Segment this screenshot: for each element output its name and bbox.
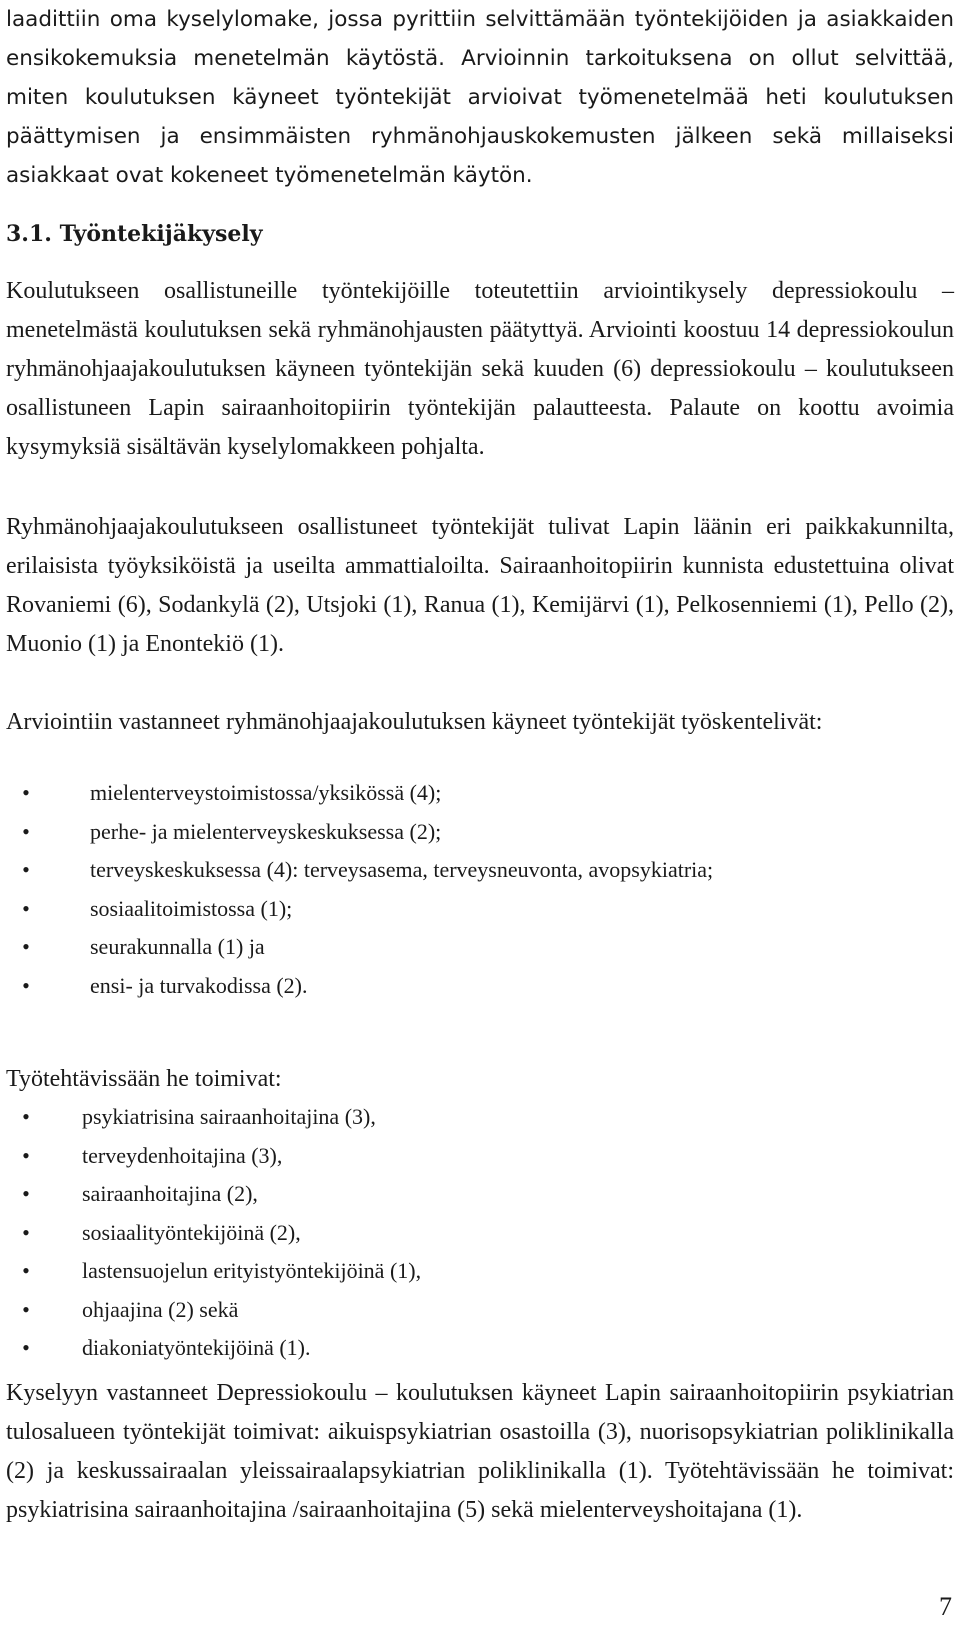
paragraph-participants: Ryhmänohjaajakoulutukseen osallistuneet työntekijät tulivat Lapin läänin eri paikkakunnilta, erilaisista työyksiköistä ja useilta ammattialoilta. Sairaanhoitopiirin kunnista edustettuina olivat Rovaniemi (6), Sodankylä (2), Utsjoki (1), Ranua (1), Kemijärvi (1), Pelkosenniemi (1), Pello (2), Muonio (1) ja Enontekiö (1). <box>6 514 954 657</box>
intro-paragraph: laadittiin oma kyselylomake, jossa pyrittiin selvittämään työntekijöiden ja asiakkaiden ensikokemuksia menetelmän käytöstä. Arvioinnin tarkoituksena on ollut selvittää, miten koulutuksen käyneet työntekijät arvioivat työmenetelmää heti koulutuksen päättymisen ja ensimmäisten ryhmänohjauskokemusten jälkeen sekä millaiseksi asiakkaat ovat kokeneet työmenetelmän käytön. <box>6 7 954 188</box>
bullet-icon: • <box>22 857 30 882</box>
paragraph-workplaces-intro: Arviointiin vastanneet ryhmänohjaajakoulutuksen käyneet työntekijät työskentelivät: <box>6 709 823 735</box>
bullet-icon: • <box>22 1142 30 1168</box>
bullet-icon: • <box>22 1219 30 1245</box>
document-page: laadittiin oma kyselylomake, jossa pyrittiin selvittämään työntekijöiden ja asiakkaiden ensikokemuksia menetelmän käytöstä. Arvioinnin tarkoituksena on ollut selvittää, miten koulutuksen käyneet työntekijät arvioivat työmenetelmää heti koulutuksen päättymisen ja ensimmäisten ryhmänohjauskokemusten jälkeen sekä millaiseksi asiakkaat ovat kokeneet työmenetelmän käytön. 3.1. Työntekijäkysely Koulutukseen osallistuneille työntekijöille toteutettiin arviointikysely depressiokoulu – menetelmästä koulutuksen sekä ryhmänohjausten päätyttyä. Arviointi koostuu 14 depressiokoulun ryhmänohjaajakoulutuksen käyneen työntekijän sekä kuuden (6) depressiokoulu – koulutukseen osallistuneen Lapin sairaanhoitopiirin työntekijän palautteesta. Palaute on koottu avoimia kysymyksiä sisältävän kyselylomakkeen pohjalta. Ryhmänohjaajakoulutukseen osallistuneet työntekijät tulivat Lapin läänin eri paikkakunnilta, erilaisista työyksiköistä ja useilta ammattialoilta. Sairaanhoitopiirin kunnista edustettuina olivat Rovaniemi (6), Sodankylä (2), Utsjoki (1), Ranua (1), Kemijärvi (1), Pelkosenniemi (1), Pello (2), Muonio (1) ja Enontekiö (1). Arviointiin vastanneet ryhmänohjaajakoulutuksen käyneet työntekijät työskentelivät: • mielenterveystoimistossa/yksikössä (4); • perhe- ja mielenterveyskeskuksessa (2); • terveyskeskuksessa (4): terveysasema, terveysneuvonta, avopsykiatria; • sosiaalitoimistossa (1); • seurakunnalla (1) ja • ensi- ja turvakodissa (2). Työtehtävissään he toimivat: • psykiatrisina sairaanhoitajina (3), • terveydenhoitajina (3), • sairaanhoitajina (2), • sosiaalityöntekijöinä (2), • lastensuojelun erityistyöntekijöinä (1), • ohjaajina (2) sekä • diakoniatyöntekijöinä (1). Kyselyyn vastanneet Depressiokoulu – koulutuksen käyneet Lapin sairaanhoitopiirin psykiatrian tulosalueen työntekijät toimivat: aikuispsykiatrian osastoilla (3), nuorisopsykiatrian poliklinikalla (2) ja keskussairaalan yleissairaalapsykiatrian poliklinikalla (1). Työtehtävissään he toimivat: psykiatrisina sairaanhoitajina /sairaanhoitajina (5) sekä mielenterveyshoitajana (1). 7 <box>0 0 960 1648</box>
bullet-icon: • <box>22 818 30 844</box>
paragraph-survey: Koulutukseen osallistuneille työntekijöille toteutettiin arviointikysely depressiokoulu – menetelmästä koulutuksen sekä ryhmänohjausten päätyttyä. Arviointi koostuu 14 depressiokoulun ryhmänohjaajakoulutuksen käyneen työntekijän sekä kuuden (6) depressiokoulu – koulutukseen osallistuneen Lapin sairaanhoitopiirin työntekijän palautteesta. Palaute on koottu avoimia kysymyksiä sisältävän kyselylomakkeen pohjalta. <box>6 278 954 460</box>
bullet-icon: • <box>22 1335 30 1360</box>
bullet-icon: • <box>22 1258 30 1283</box>
bullet-icon: • <box>22 895 30 921</box>
paragraph-hospital-staff: Kyselyyn vastanneet Depressiokoulu – koulutuksen käyneet Lapin sairaanhoitopiirin psykiatrian tulosalueen työntekijät toimivat: aikuispsykiatrian osastoilla (3), nuorisopsykiatrian poliklinikalla (2) ja keskussairaalan yleissairaalapsykiatrian poliklinikalla (1). Työtehtävissään he toimivat: psykiatrisina sairaanhoitajina /sairaanhoitajina (5) sekä mielenterveyshoitajana (1). <box>6 1380 954 1523</box>
paragraph-roles-intro: Työtehtävissään he toimivat: <box>6 1066 282 1092</box>
bullet-icon: • <box>22 780 30 805</box>
bullet-icon: • <box>22 1104 30 1129</box>
bullet-icon: • <box>22 1181 30 1206</box>
bullet-icon: • <box>22 1296 30 1322</box>
section-heading: 3.1. Työntekijäkysely <box>6 221 263 247</box>
page-number: 7 <box>939 1592 952 1621</box>
bullet-icon: • <box>22 972 30 998</box>
bullet-icon: • <box>22 934 30 959</box>
